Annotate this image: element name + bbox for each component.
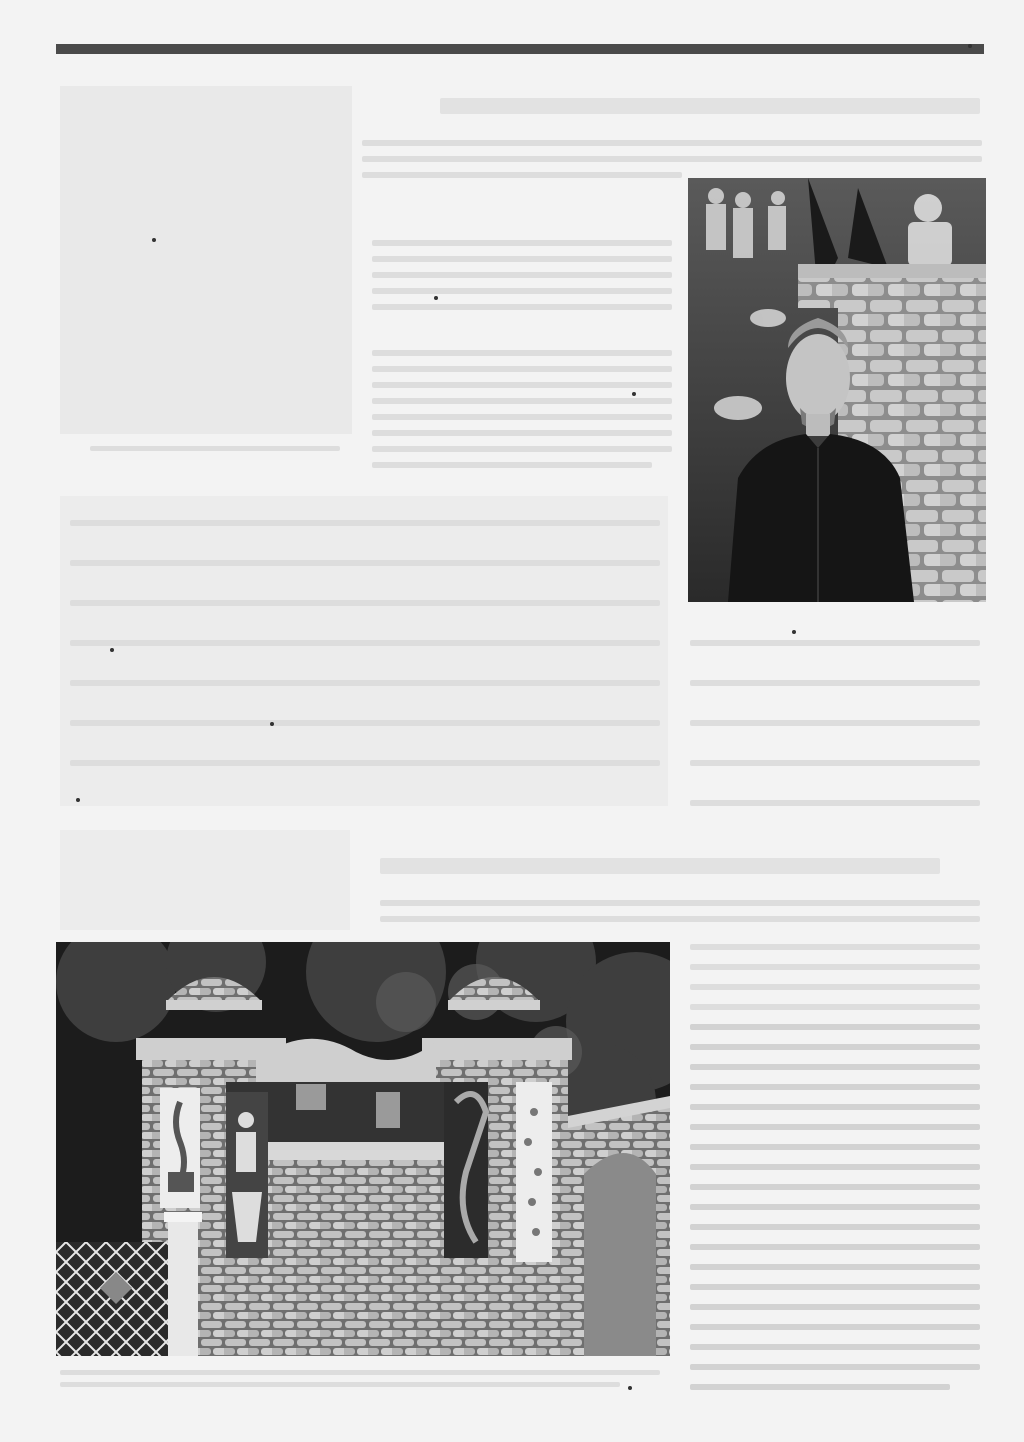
faded-illustration-caption	[90, 446, 340, 451]
scan-speck	[76, 798, 80, 802]
scan-speck	[270, 722, 274, 726]
faded-illustration-top-left	[60, 86, 352, 434]
scan-speck	[628, 1386, 632, 1390]
gate-caption-bar-2	[60, 1382, 620, 1387]
header-rule	[56, 44, 984, 54]
portrait-photo-icon	[688, 178, 986, 602]
scan-speck	[968, 44, 972, 48]
top-heading-bar	[440, 98, 980, 114]
scan-speck	[434, 296, 438, 300]
gate-photo	[56, 942, 670, 1356]
scan-speck	[792, 630, 796, 634]
ornamental-gate-photo-icon	[56, 942, 670, 1356]
gate-caption-bar	[60, 1370, 660, 1375]
scan-speck	[110, 648, 114, 652]
scan-speck	[152, 238, 156, 242]
scan-speck	[632, 392, 636, 396]
portrait-photo	[688, 178, 986, 602]
middle-heading-bar	[380, 858, 940, 874]
